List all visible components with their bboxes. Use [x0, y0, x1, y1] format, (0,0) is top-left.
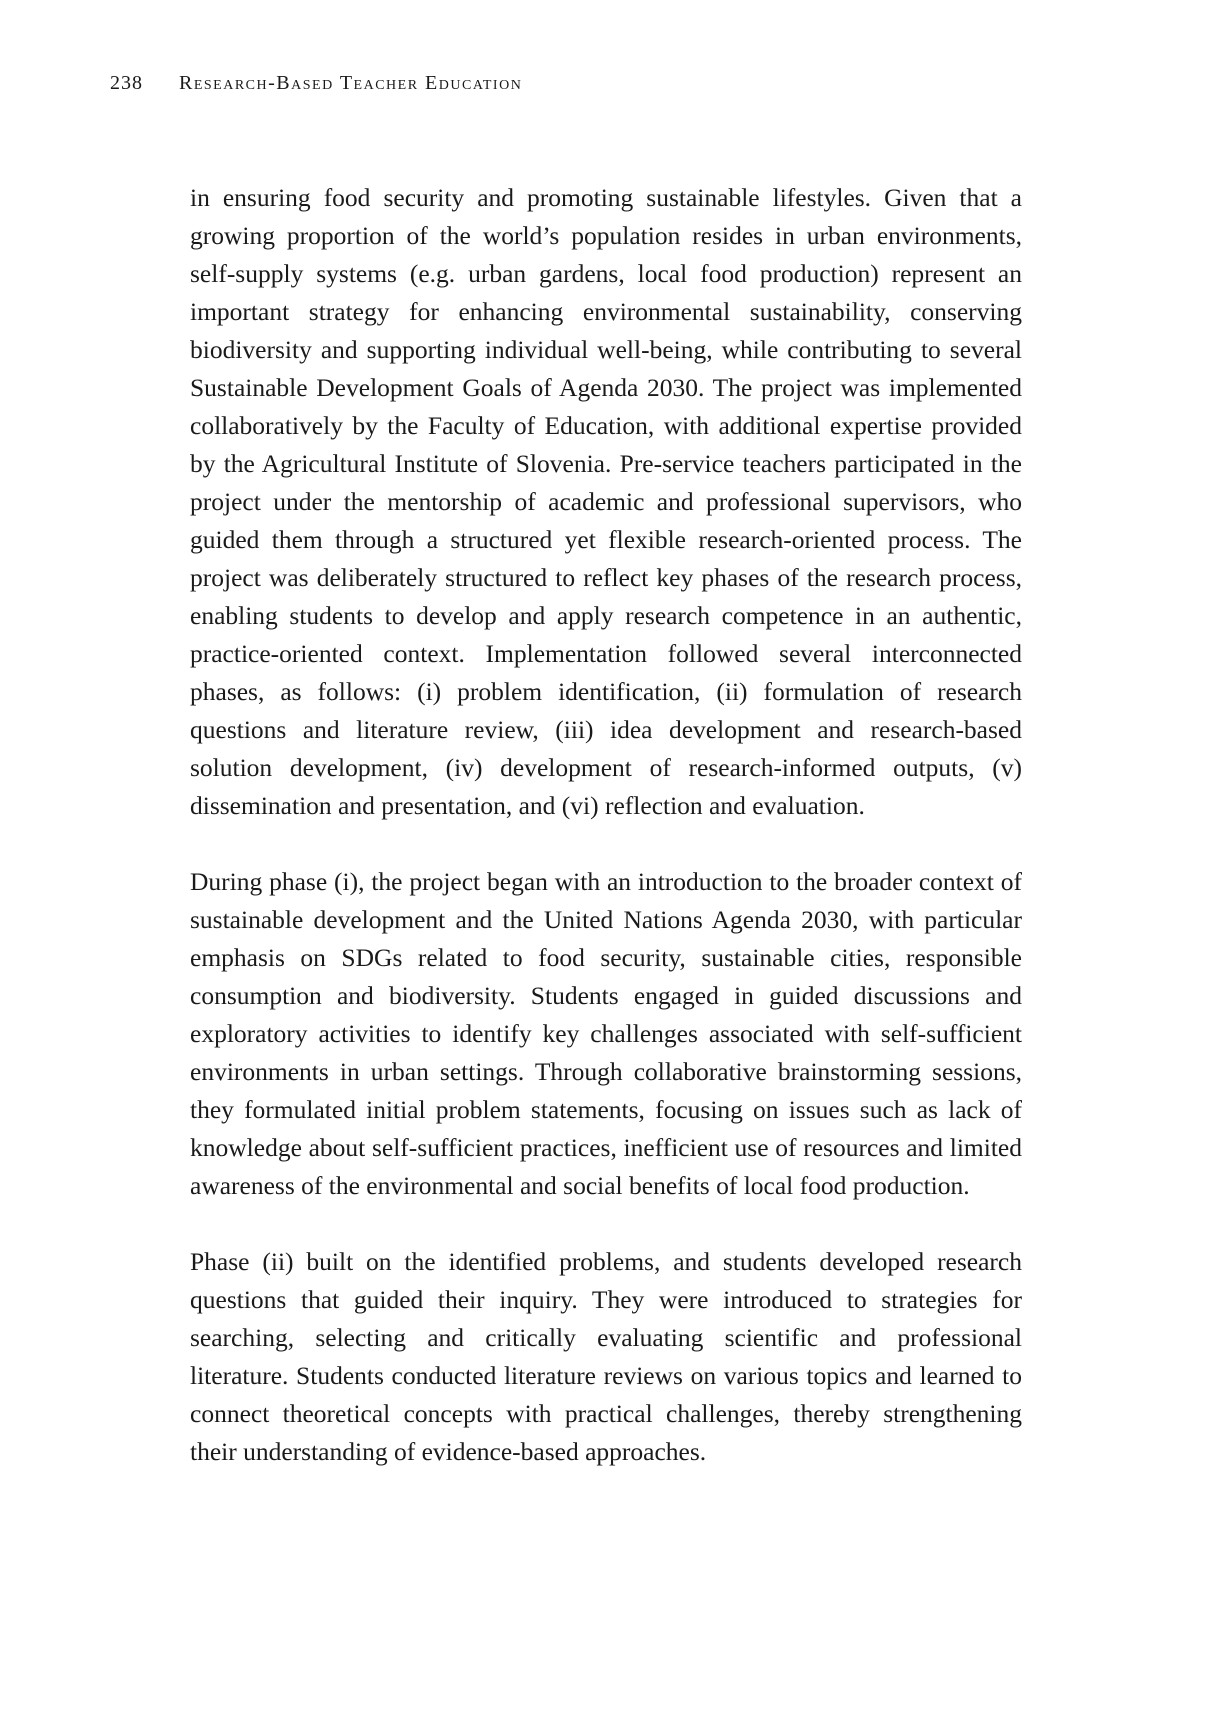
running-title: Research-Based Teacher Education	[179, 72, 523, 94]
body-text	[190, 179, 1022, 1509]
paragraph-1: in ensuring food security and promoting sustainable lifestyles. Given that a growing proportion of the world’s population resides in urban environments, self-supply systems (e.g. urban gardens, local food production) represent an important strategy for enhancing environmental sustainability, conserving biodiversity and supporting individual well-being, while contributing to several Sustainable Development Goals of Agenda 2030. The project was implemented collaboratively by the Faculty of Education, with additional expertise provided by the Agricultural Institute of Slovenia. Pre-service teachers participated in the project under the mentorship of academic and professional supervisors, who guided them through a structured yet flexible research-oriented process. The project was deliberately structured to reflect key phases of the research process, enabling students to develop and apply research competence in an authentic, practice-oriented context. Implementation followed several interconnected phases, as follows: (i) problem identification, (ii) formulation of research questions and literature review, (iii) idea development and research-based solution development, (iv) development of research-informed outputs, (v) dissemination and presentation, and (vi) reflection and evaluation.	[190, 183, 1022, 820]
paragraph-3: Phase (ii) built on the identified problems, and students developed research questions that guided their inquiry. They were introduced to strategies for searching, selecting and critically evaluating scientific and professional literature. Students conducted literature reviews on various topics and learned to connect theoretical concepts with practical challenges, thereby strengthening their understanding of evidence-based approaches.	[190, 1247, 1022, 1466]
paragraph-2: During phase (i), the project began with an introduction to the broader context of sustainable development and the United Nations Agenda 2030, with particular emphasis on SDGs related to food security, sustainable cities, responsible consumption and biodiversity. Students engaged in guided discussions and exploratory activities to identify key challenges associated with self-sufficient environments in urban settings. Through collaborative brainstorming sessions, they formulated initial problem statements, focusing on issues such as lack of knowledge about self-sufficient practices, inefficient use of resources and limited awareness of the environmental and social benefits of local food production.	[190, 867, 1022, 1200]
page-number: 238	[110, 72, 143, 94]
running-head	[110, 72, 522, 95]
